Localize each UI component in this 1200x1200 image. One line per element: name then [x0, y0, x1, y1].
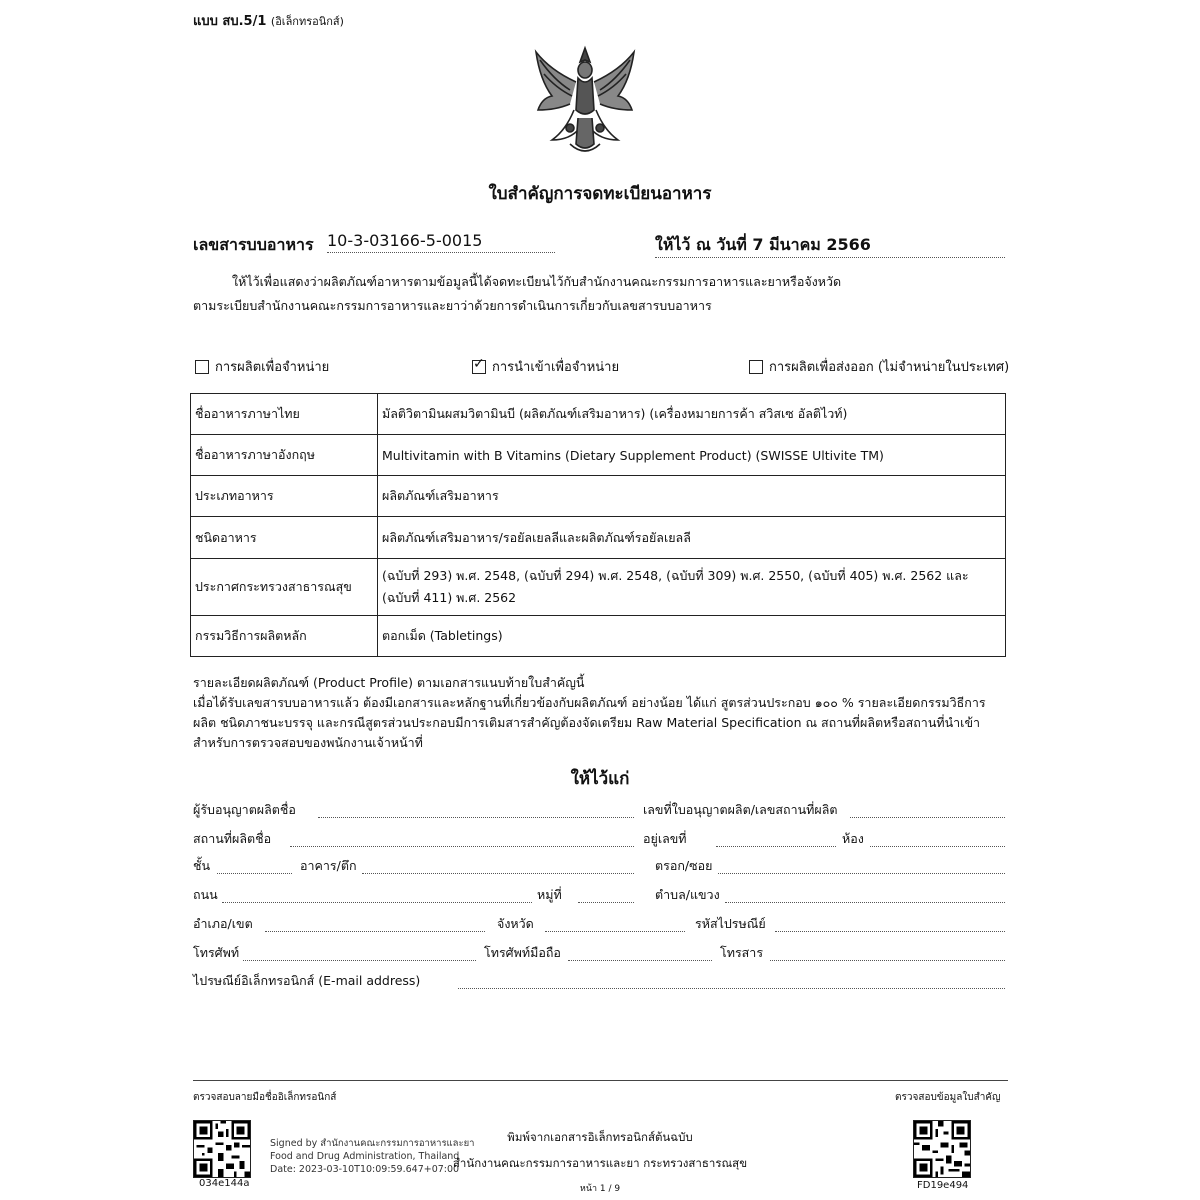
table-row — [191, 616, 1006, 657]
row-value: ผลิตภัณฑ์เสริมอาหาร/รอยัลเยลลีและผลิตภัณฑ์รอยัลเยลลี — [378, 517, 1006, 559]
notes-line-1: รายละเอียดผลิตภัณฑ์ (Product Profile) ตามเอกสารแนบท้ายใบสำคัญนี้ — [193, 675, 585, 690]
row-value: มัลติวิตามินผสมวิตามินบี (ผลิตภัณฑ์เสริมอาหาร) (เครื่องหมายการค้า สวิสเซ อัลติไวท์) — [378, 394, 1006, 435]
table-row — [191, 517, 1006, 559]
license-no-label: เลขที่ใบอนุญาตผลิต/เลขสถานที่ผลิต — [643, 802, 838, 817]
row-key: กรรมวิธีการผลิตหลัก — [191, 616, 378, 657]
checkbox-unchecked[interactable] — [749, 360, 763, 374]
notes-line-2: เมื่อได้รับเลขสารบบอาหารแล้ว ต้องมีเอกสารและหลักฐานที่เกี่ยวข้องกับผลิตภัณฑ์ อย่างน้อย ได้แก่ สูตรส่วนประกอบ ๑๐๐ % รายละเอียดกรรมวิธีการผลิต ชนิดภาชนะบรรจุ และกรณีสูตรส่วนประกอบมีการเติมสารสำคัญต้องจัดเตรียม Raw Material Specification ณ สถานที่ผลิตหรือสถานที่นำเข้า สำหรับการตรวจสอบของพนักงานเจ้าหน้าที่ — [193, 695, 986, 750]
licensee-name-field[interactable] — [318, 817, 634, 818]
district-label: อำเภอ/เขต — [193, 916, 253, 931]
house-no-label: อยู่เลขที่ — [643, 831, 687, 846]
form-code — [193, 10, 344, 31]
room-field[interactable] — [870, 846, 1005, 847]
alley-field[interactable] — [718, 873, 1005, 874]
table-row — [191, 435, 1006, 476]
certificate-check-caption: ตรวจสอบข้อมูลใบสำคัญ — [895, 1092, 1001, 1103]
email-field[interactable] — [458, 988, 1005, 989]
row-key: ชนิดอาหาร — [191, 517, 378, 559]
issuing-office: สำนักงานคณะกรรมการอาหารและยา กระทรวงสาธารณสุข — [452, 1156, 748, 1170]
licensee-name-label: ผู้รับอนุญาตผลิตชื่อ — [193, 802, 296, 817]
subdistrict-field[interactable] — [725, 902, 1005, 903]
checkbox-checked[interactable] — [472, 360, 486, 374]
province-field[interactable] — [545, 931, 685, 932]
district-field[interactable] — [265, 931, 485, 932]
road-label: ถนน — [193, 887, 218, 902]
email-label: ไปรษณีย์อิเล็กทรอนิกส์ (E-mail address) — [193, 973, 421, 988]
signed-org: Food and Drug Administration, Thailand — [270, 1151, 460, 1162]
province-label: จังหวัด — [497, 916, 534, 931]
room-label: ห้อง — [842, 831, 864, 846]
alley-label: ตรอก/ซอย — [655, 858, 713, 873]
row-value: ตอกเม็ด (Tabletings) — [378, 616, 1006, 657]
issue-date: ให้ไว้ ณ วันที่ 7 มีนาคม 2566 — [655, 235, 871, 254]
phone-label: โทรศัพท์ — [193, 945, 240, 960]
registration-number: 10-3-03166-5-0015 — [327, 231, 555, 253]
option-label: การนำเข้าเพื่อจำหน่าย — [492, 360, 620, 375]
moo-field[interactable] — [578, 902, 634, 903]
building-label: อาคาร/ตึก — [300, 858, 357, 873]
fax-label: โทรสาร — [720, 945, 764, 960]
row-value: Multivitamin with B Vitamins (Dietary Supplement Product) (SWISSE Ultivite TM) — [378, 435, 1006, 476]
certificate-qr-code-icon[interactable] — [913, 1120, 971, 1178]
checkbox-unchecked[interactable] — [195, 360, 209, 374]
table-row — [191, 559, 1006, 616]
table-row — [191, 476, 1006, 517]
floor-field[interactable] — [217, 873, 292, 874]
option-export[interactable] — [749, 356, 1009, 377]
page-number: หน้า 1 / 9 — [579, 1184, 621, 1194]
option-local-production[interactable] — [195, 356, 329, 377]
option-label: การผลิตเพื่อส่งออก (ไม่จำหน่ายในประเทศ) — [769, 360, 1010, 375]
option-import[interactable] — [472, 356, 619, 377]
road-field[interactable] — [222, 902, 532, 903]
fax-field[interactable] — [770, 960, 1005, 961]
document-title: ใบสำคัญการจดทะเบียนอาหาร — [488, 184, 712, 204]
form-type: (อิเล็กทรอนิกส์) — [270, 15, 344, 28]
mobile-label: โทรศัพท์มือถือ — [484, 945, 561, 960]
printed-from: พิมพ์จากเอกสารอิเล็กทรอนิกส์ต้นฉบับ — [507, 1130, 693, 1144]
row-value: ผลิตภัณฑ์เสริมอาหาร — [378, 476, 1006, 517]
row-key: ประกาศกระทรวงสาธารณสุข — [191, 559, 378, 616]
postcode-label: รหัสไปรษณีย์ — [695, 916, 766, 931]
license-no-field[interactable] — [850, 817, 1005, 818]
grantee-heading: ให้ไว้แก่ — [570, 769, 630, 789]
site-name-field[interactable] — [290, 846, 634, 847]
row-key: ชื่ออาหารภาษาอังกฤษ — [191, 435, 378, 476]
option-label: การผลิตเพื่อจำหน่าย — [215, 360, 330, 375]
product-details-table — [190, 393, 1006, 657]
mobile-field[interactable] — [568, 960, 712, 961]
site-name-label: สถานที่ผลิตชื่อ — [193, 831, 272, 846]
garuda-emblem-icon — [530, 40, 640, 160]
registration-label: เลขสารบบอาหาร — [193, 235, 314, 254]
postcode-field[interactable] — [775, 931, 1005, 932]
notes-block — [193, 673, 1008, 753]
row-key: ชื่ออาหารภาษาไทย — [191, 394, 378, 435]
row-value: (ฉบับที่ 293) พ.ศ. 2548, (ฉบับที่ 294) พ.ศ. 2548, (ฉบับที่ 309) พ.ศ. 2550, (ฉบับที่ 405) พ.ศ. 2562 และ (ฉบับที่ 411) พ.ศ. 2562 — [378, 559, 1006, 616]
floor-label: ชั้น — [193, 858, 211, 873]
house-no-field[interactable] — [716, 846, 836, 847]
subdistrict-label: ตำบล/แขวง — [655, 887, 720, 902]
certificate-qr-id: FD19e494 — [917, 1180, 969, 1191]
issue-date-underline — [655, 257, 1005, 258]
signed-date: Date: 2023-03-10T10:09:59.647+07:00 — [270, 1164, 460, 1175]
form-code-text: แบบ สบ.5/1 — [193, 14, 267, 29]
building-field[interactable] — [362, 873, 634, 874]
signed-by: Signed by สำนักงานคณะกรรมการอาหารและยา — [270, 1138, 475, 1149]
table-row — [191, 394, 1006, 435]
footer-divider — [193, 1080, 1008, 1081]
signature-check-caption: ตรวจสอบลายมือชื่ออิเล็กทรอนิกส์ — [193, 1092, 337, 1103]
intro-line-1: ให้ไว้เพื่อแสดงว่าผลิตภัณฑ์อาหารตามข้อมูลนี้ได้จดทะเบียนไว้กับสำนักงานคณะกรรมการอาหารและยาหรือจังหวัด — [232, 274, 842, 289]
signature-qr-id: 034e144a — [199, 1178, 250, 1189]
row-key: ประเภทอาหาร — [191, 476, 378, 517]
intro-line-2: ตามระเบียบสำนักงานคณะกรรมการอาหารและยาว่าด้วยการดำเนินการเกี่ยวกับเลขสารบบอาหาร — [193, 298, 712, 313]
moo-label: หมู่ที่ — [537, 887, 562, 902]
phone-field[interactable] — [243, 960, 476, 961]
